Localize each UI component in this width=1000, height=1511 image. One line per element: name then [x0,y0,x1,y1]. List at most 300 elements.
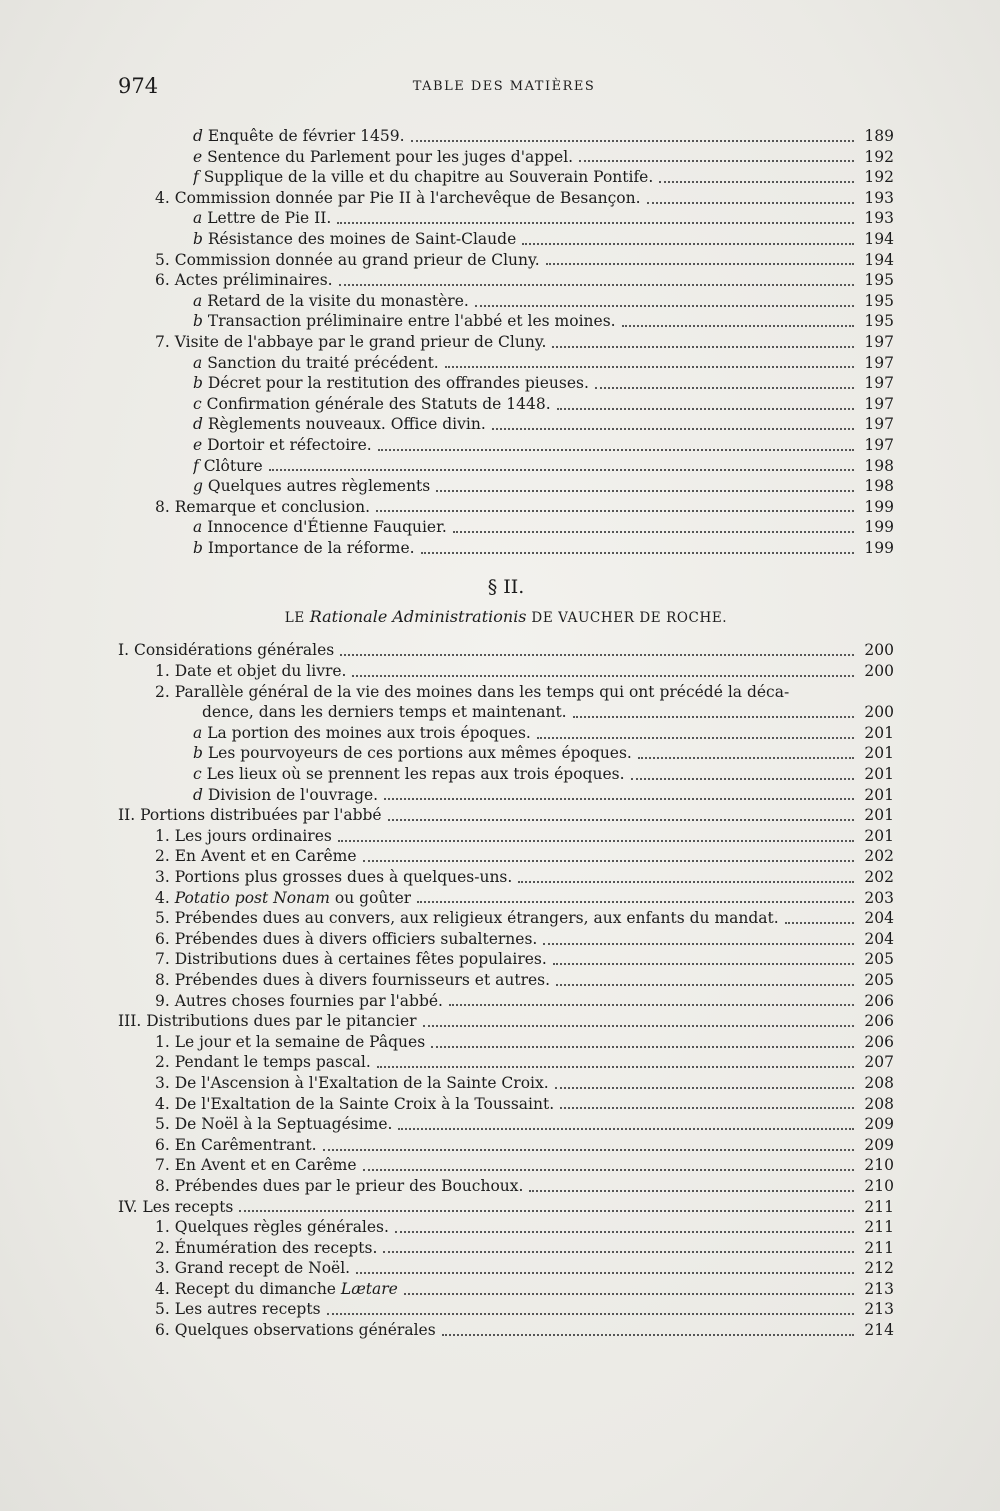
toc-entry-label [193,394,551,415]
toc-entry-label [193,785,378,806]
toc-entry-text: Autres choses fournies par l'abbé. [174,991,443,1010]
toc-entry-text: Actes préliminaires. [174,271,333,290]
toc-entry-marker: 4. [155,1279,170,1298]
toc-entry [118,929,894,950]
toc-entry [118,661,894,682]
dot-leader [436,489,854,492]
toc-entry-text: Parallèle général de la vie des moines dans les temps qui ont précédé la déca- [174,682,790,701]
toc-entry-page: 208 [864,1094,894,1113]
toc-entry-label [155,929,537,950]
toc-entry-text: ou goûter [334,888,412,907]
toc-entry-text: Innocence d'Étienne Fauquier. [207,518,447,537]
toc-entry [118,1238,894,1259]
toc-entry [118,414,894,435]
toc-entry-text: Considérations générales [134,641,335,660]
toc-entry [118,394,894,415]
dot-leader [395,1230,854,1233]
table-of-contents [118,126,894,1341]
toc-entry-label [193,167,653,188]
toc-entry-page: 209 [864,1135,894,1154]
toc-entry-label [193,743,632,764]
toc-entry-page: 197 [864,394,894,413]
toc-entry-marker: 4. [155,188,170,207]
toc-entry-label [193,291,469,312]
running-title: TABLE DES MATIÈRES [412,79,596,94]
toc-entry-page: 206 [864,1032,894,1051]
toc-entry [118,1094,894,1115]
toc-entry-page: 204 [864,909,894,928]
toc-entry-text: Clôture [203,456,263,475]
dot-leader [338,839,854,842]
toc-entry-text: En Avent et en Carême [174,1156,357,1175]
toc-entry-marker: 8. [155,1176,170,1195]
toc-entry-marker: b [193,229,203,248]
toc-entry [118,1299,894,1320]
toc-entry [118,1279,894,1300]
toc-entry-text: La portion des moines aux trois époques. [207,723,531,742]
toc-entry-marker: b [193,744,203,763]
toc-entry-text: Importance de la réforme. [207,538,415,557]
toc-entry-label [155,1320,436,1341]
toc-entry-text: Visite de l'abbaye par le grand prieur de Cluny. [174,332,547,351]
toc-entry-label [155,332,546,353]
toc-entry [118,250,894,271]
toc-entry [118,785,894,806]
toc-entry-marker: d [193,127,203,145]
toc-entry-page: 200 [864,641,894,660]
toc-entry-marker: a [193,209,203,228]
toc-entry-text: Commission donnée par Pie II à l'archevêque de Besançon. [174,188,641,207]
toc-entry-label [118,640,334,661]
toc-entry-text: De l'Exaltation de la Sainte Croix à la Toussaint. [174,1094,555,1113]
toc-entry-marker: a [193,723,203,742]
toc-entry [118,456,894,477]
toc-entry-text: Prébendes dues au convers, aux religieux étrangers, aux enfants du mandat. [174,909,779,928]
toc-entry-text: En Avent et en Carême [174,847,357,866]
toc-entry-text: Portions plus grosses dues à quelques-uns. [174,868,513,886]
toc-entry-label [193,353,439,374]
toc-entry-page: 199 [864,497,894,516]
toc-entry-page: 205 [864,970,894,989]
toc-entry-page: 195 [864,291,894,310]
toc-entry-text: Résistance des moines de Saint-Claude [207,229,517,248]
toc-entry-page: 201 [864,765,894,784]
toc-entry-marker: 7. [155,1156,170,1175]
toc-entry-label [193,476,430,497]
toc-entry [118,1032,894,1053]
dot-leader [518,880,854,883]
toc-entry-page: 201 [864,744,894,763]
toc-entry-label [155,1155,357,1176]
toc-entry-page: 201 [864,806,894,825]
dot-leader [785,921,854,924]
toc-entry-text: Les recepts [142,1197,234,1216]
toc-entry [118,373,894,394]
toc-entry-label [155,661,346,682]
toc-entry [118,702,894,723]
toc-entry-page: 193 [864,209,894,228]
dot-leader [453,530,854,533]
toc-entry-marker: 6. [155,271,170,290]
toc-entry-marker: c [193,394,202,413]
dot-leader [553,962,854,965]
dot-leader [421,551,854,554]
toc-entry-page: 213 [864,1279,894,1298]
toc-entry-page: 197 [864,435,894,454]
toc-entry-text: Prébendes dues à divers fournisseurs et autres. [174,970,551,989]
toc-entry-label [155,1032,425,1053]
toc-entry-label [155,682,789,703]
toc-entry-label [193,208,331,229]
toc-entry [118,888,894,909]
toc-entry-marker: 1. [155,1032,170,1051]
toc-entry [118,1052,894,1073]
toc-entry-label [155,888,411,909]
dot-leader [431,1045,854,1048]
toc-entry [118,291,894,312]
toc-entry-text: Sentence du Parlement pour les juges d'appel. [207,147,574,166]
toc-entry-marker: e [193,147,203,166]
toc-entry [118,682,894,703]
toc-entry-page: 189 [864,127,894,145]
toc-entry-label [193,764,625,785]
dot-leader [352,674,854,677]
toc-entry-marker: 2. [155,1053,170,1072]
toc-entry-page: 211 [864,1197,894,1216]
toc-entry-marker: b [193,374,203,393]
toc-entry-page: 213 [864,1300,894,1319]
toc-entry [118,1011,894,1032]
dot-leader [492,427,854,430]
toc-entry [118,208,894,229]
toc-entry [118,1155,894,1176]
toc-entry-label [155,1176,523,1197]
toc-entry-label [155,949,547,970]
toc-entry-page: 204 [864,929,894,948]
toc-entry [118,497,894,518]
toc-entry-label [155,846,357,867]
toc-entry-page: 199 [864,518,894,537]
section-title: § II. [487,576,525,599]
toc-entry-label [155,867,512,888]
toc-entry [118,311,894,332]
toc-entry-label [155,1052,371,1073]
toc-entry-text: Le jour et la semaine de Pâques [174,1032,426,1051]
toc-entry-label [193,517,447,538]
toc-entry-marker: II. [118,806,136,825]
toc-entry-page: 201 [864,826,894,845]
toc-entry-text: Transaction préliminaire entre l'abbé et les moines. [207,312,616,331]
toc-entry [118,867,894,888]
toc-entry-marker: 3. [155,868,170,886]
toc-entry [118,1073,894,1094]
toc-entry-page: 200 [864,662,894,681]
toc-entry-label [155,1279,398,1300]
toc-entry-marker: 5. [155,1300,170,1319]
toc-entry-marker: f [193,456,199,475]
toc-entry [118,270,894,291]
toc-entry-page: 210 [864,1156,894,1175]
toc-entry-text: Les pourvoyeurs de ces portions aux mêmes époques. [207,744,632,763]
toc-entry [118,538,894,559]
toc-entry-marker: I. [118,641,130,660]
toc-entry [118,991,894,1012]
dot-leader [546,262,854,265]
toc-entry-page: 214 [864,1321,894,1340]
toc-entry-label [193,414,486,435]
toc-entry-text: En Carêmentrant. [174,1135,317,1154]
dot-leader [522,242,854,245]
dot-leader [239,1209,854,1212]
toc-entry [118,949,894,970]
toc-entry-text: Quelques règles générales. [174,1218,389,1237]
toc-entry-marker: 8. [155,497,170,516]
toc-entry-page: 197 [864,415,894,434]
toc-entry-page: 194 [864,229,894,248]
toc-entry-marker: 7. [155,950,170,969]
toc-entry-page: 211 [864,1238,894,1257]
dot-leader [327,1312,854,1315]
toc-entry-marker: 3. [155,1259,170,1278]
toc-entry-marker: 7. [155,332,170,351]
dot-leader [376,509,854,512]
toc-entry-label [155,1299,321,1320]
toc-entry-label [155,908,779,929]
toc-entry-page: 208 [864,1073,894,1092]
toc-entry-text: Les jours ordinaires [174,826,332,845]
subtitle-pre: LE [284,610,310,627]
toc-entry-marker: 4. [155,888,170,907]
toc-entry-label [155,970,550,991]
toc-entry-text: Quelques observations générales [174,1321,436,1340]
dot-leader [556,983,854,986]
toc-entry-marker: IV. [118,1197,138,1216]
dot-leader [595,386,854,389]
toc-entry-label [193,435,372,456]
toc-entry-label [155,1238,377,1259]
toc-entry-page: 197 [864,353,894,372]
toc-entry-page: 210 [864,1176,894,1195]
toc-entry-label [155,188,641,209]
toc-entry-page: 206 [864,991,894,1010]
toc-entry-page: 195 [864,312,894,331]
toc-entry [118,743,894,764]
toc-entry-page: 203 [864,888,894,907]
subtitle-italic: Rationale Administrationis [309,607,527,627]
toc-entry-label [155,826,332,847]
dot-leader [552,345,854,348]
dot-leader [423,1024,854,1027]
toc-entry-page: 207 [864,1053,894,1072]
toc-entry-page: 209 [864,1115,894,1134]
toc-entry-marker: 2. [155,682,170,701]
toc-entry-label [155,1258,350,1279]
toc-entry-marker: c [193,765,202,784]
toc-entry-page: 199 [864,538,894,557]
toc-entry-marker: 3. [155,1073,170,1092]
toc-entry-label [155,270,333,291]
toc-entry-marker: 2. [155,847,170,866]
dot-leader [377,1065,854,1068]
toc-entry-label [193,538,415,559]
dot-leader [363,859,854,862]
dot-leader [378,448,854,451]
toc-entry-text: Commission donnée au grand prieur de Cluny. [174,250,540,269]
toc-entry-page: 192 [864,147,894,166]
toc-entry [118,1217,894,1238]
dot-leader [417,900,854,903]
toc-entry [118,1197,894,1218]
dot-leader [622,324,854,327]
toc-entry-text: Portions distribuées par l'abbé [140,806,382,825]
toc-entry-page: 205 [864,950,894,969]
toc-entry-page: 206 [864,1012,894,1031]
toc-entry-marker: 1. [155,826,170,845]
toc-entry [118,723,894,744]
toc-entry-page: 197 [864,374,894,393]
toc-entry-marker: e [193,435,203,454]
toc-entry-label [193,456,263,477]
toc-entry-marker: 5. [155,250,170,269]
dot-leader [543,942,854,945]
toc-entry-text: Les autres recepts [174,1300,321,1319]
toc-entry-text: Pendant le temps pascal. [174,1053,371,1072]
toc-entry-page: 197 [864,332,894,351]
toc-entry [118,147,894,168]
toc-entry-text: Les lieux où se prennent les repas aux trois époques. [206,765,625,784]
toc-entry-page: 198 [864,456,894,475]
toc-entry-label [202,702,567,723]
dot-leader [388,818,854,821]
dot-leader [529,1189,854,1192]
toc-entry-marker: g [193,477,203,496]
toc-entry-label [193,311,616,332]
toc-entry-label [118,1197,233,1218]
toc-entry-label [118,805,382,826]
toc-entry-page: 192 [864,168,894,187]
toc-entry-page: 200 [864,703,894,722]
toc-entry [118,435,894,456]
toc-entry-marker: 1. [155,662,170,681]
toc-entry [118,229,894,250]
dot-leader [363,1168,854,1171]
toc-entry-marker: f [193,168,199,187]
toc-entry [118,167,894,188]
dot-leader [555,1086,854,1089]
toc-entry-label [155,991,443,1012]
dot-leader [337,221,854,224]
dot-leader [579,159,854,162]
toc-entry-text: Distributions dues à certaines fêtes populaires. [174,950,547,969]
toc-entry-label [155,1114,392,1135]
dot-leader [659,180,854,183]
toc-entry-page: 202 [864,847,894,866]
toc-entry-page: 198 [864,477,894,496]
toc-entry [118,476,894,497]
toc-entry-text: Règlements nouveaux. Office divin. [207,415,486,434]
toc-entry-text: Prébendes dues par le prieur des Bouchoux. [174,1176,524,1195]
toc-entry-marker: 5. [155,909,170,928]
toc-entry-marker: a [193,518,203,537]
toc-entry-marker: 8. [155,970,170,989]
toc-entry-text: Confirmation générale des Statuts de 1448. [206,394,551,413]
toc-entry-page: 202 [864,868,894,886]
toc-entry-marker: b [193,312,203,331]
dot-leader [384,797,854,800]
toc-entry-page: 212 [864,1259,894,1278]
toc-entry-text: Prébendes dues à divers officiers subalternes. [174,929,538,948]
toc-entry-marker: b [193,538,203,557]
toc-entry [118,332,894,353]
toc-entry-text: De Noël à la Septuagésime. [174,1115,393,1134]
page-number: 974 [118,74,159,98]
toc-entry-marker: 1. [155,1218,170,1237]
toc-entry-page: 194 [864,250,894,269]
dot-leader [269,468,854,471]
dot-leader [442,1333,854,1336]
page-header [118,74,890,104]
dot-leader [383,1250,854,1253]
toc-entry-marker: a [193,353,203,372]
toc-entry-label [118,1011,417,1032]
dot-leader [398,1127,854,1130]
toc-entry [118,353,894,374]
toc-entry-page: 201 [864,785,894,804]
toc-entry-text: Retard de la visite du monastère. [207,291,469,310]
toc-entry-marker: 6. [155,929,170,948]
subtitle-post: DE VAUCHER DE ROCHE. [526,610,728,627]
dot-leader [573,715,854,718]
toc-entry-text: Date et objet du livre. [174,662,347,681]
toc-entry [118,970,894,991]
dot-leader [449,1003,854,1006]
toc-entry [118,640,894,661]
dot-leader [411,139,854,142]
toc-entry-marker: 9. [155,991,170,1010]
toc-entry [118,1176,894,1197]
toc-entry-label [155,497,370,518]
toc-entry-text: Enquête de février 1459. [207,127,405,145]
toc-entry [118,1114,894,1135]
toc-entry-label [155,1135,317,1156]
toc-entry [118,1135,894,1156]
toc-part-1 [118,126,894,558]
toc-entry-text: Dortoir et réfectoire. [207,435,372,454]
toc-entry-label [193,147,573,168]
toc-entry-page: 201 [864,723,894,742]
toc-entry [118,764,894,785]
toc-entry-label [155,250,540,271]
toc-entry-text: Division de l'ouvrage. [207,785,379,804]
toc-entry [118,908,894,929]
toc-entry-marker: d [193,785,203,804]
toc-entry-marker: 4. [155,1094,170,1113]
toc-entry-marker: III. [118,1012,142,1031]
toc-entry-marker: 6. [155,1321,170,1340]
toc-entry-page: 193 [864,188,894,207]
toc-entry [118,846,894,867]
section-subtitle [118,604,894,630]
dot-leader [445,365,854,368]
dot-leader [557,407,854,410]
toc-entry-label [193,723,531,744]
toc-entry-text: dence, dans les derniers temps et maintenant. [202,703,567,722]
toc-entry-text: De l'Ascension à l'Exaltation de la Sainte Croix. [174,1073,549,1092]
dot-leader [475,304,854,307]
toc-entry-text: Grand recept de Noël. [174,1259,351,1278]
toc-entry-text: Quelques autres règlements [207,477,431,496]
toc-entry-label [155,1094,554,1115]
